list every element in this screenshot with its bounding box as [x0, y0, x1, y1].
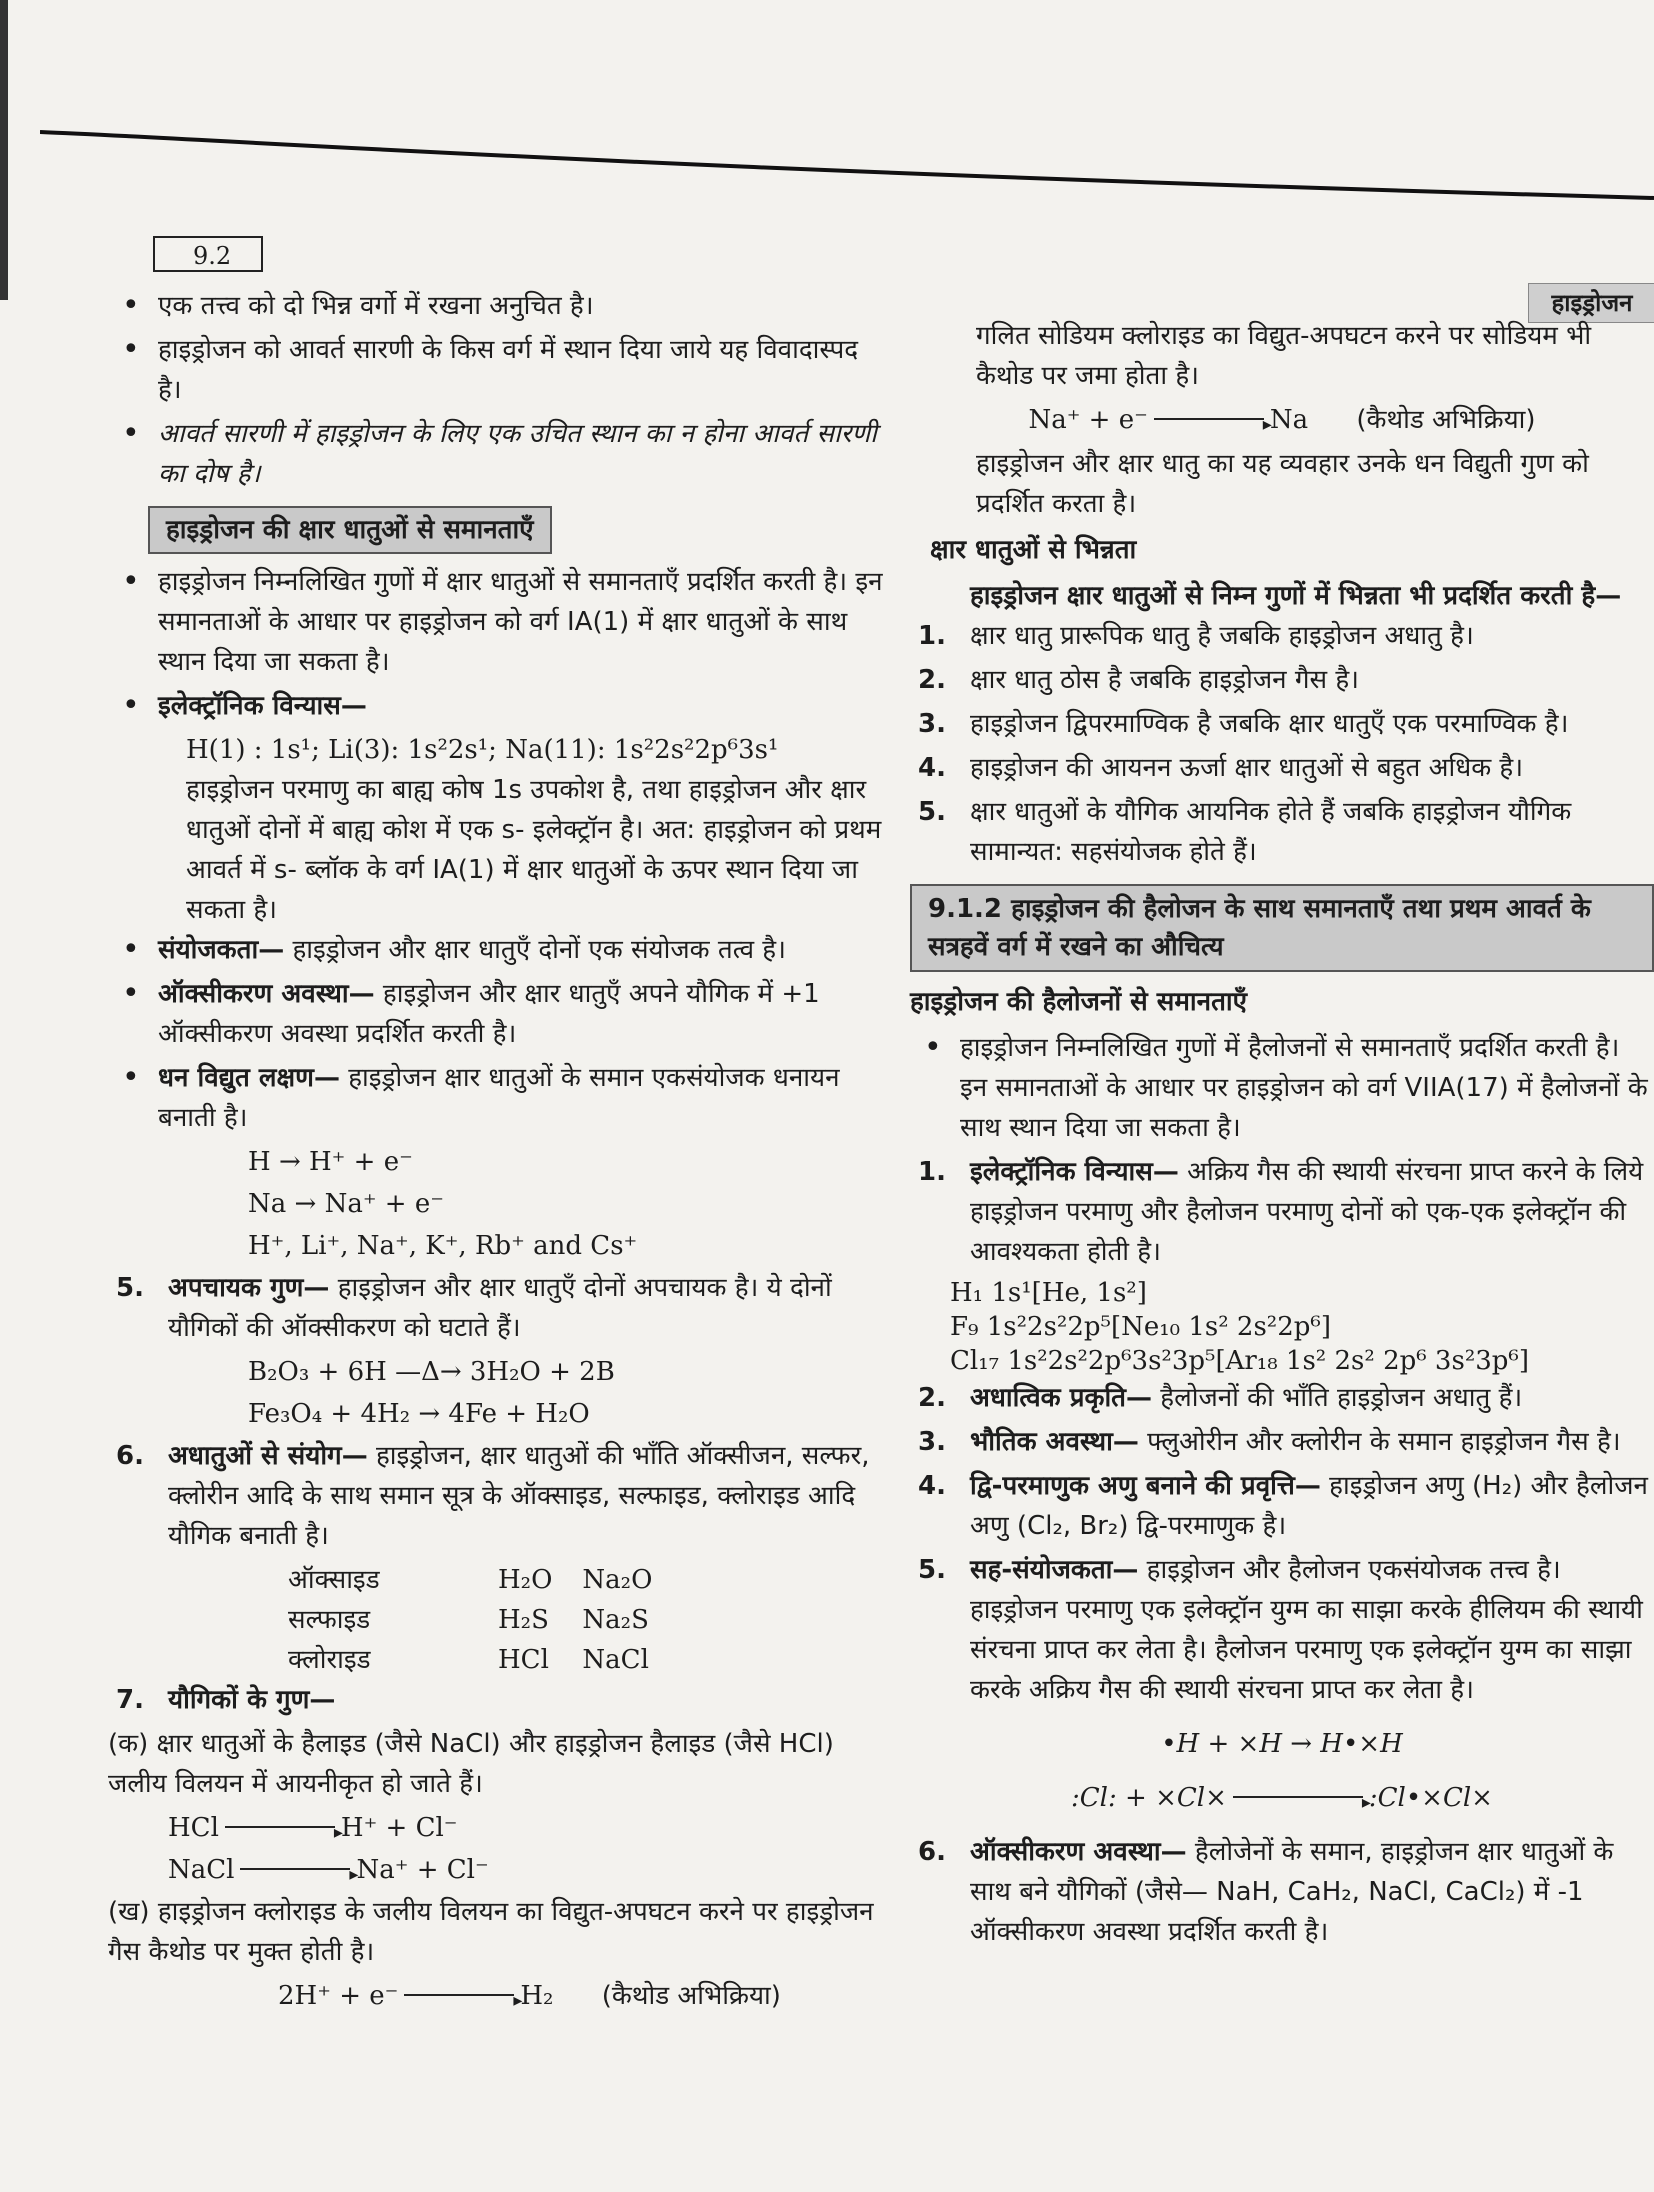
- config-line: F₉ 1s²2s²2p⁵[Ne₁₀ 1s² 2s²2p⁶]: [950, 1312, 1331, 1342]
- table-cell: NaCl: [582, 1645, 649, 1675]
- valency-item: [108, 930, 888, 970]
- chapter-tag: हाइड्रोजन: [1528, 283, 1654, 323]
- table-cell: सल्फाइड: [288, 1605, 371, 1635]
- item-text: हाइड्रोजन की आयनन ऊर्जा क्षार धातुओं से बहुत अधिक है।: [970, 753, 1524, 783]
- equation: Fe₃O₄ + 4H₂ → 4Fe + H₂O: [248, 1399, 590, 1429]
- equation: B₂O₃ + 6H —Δ→ 3H₂O + 2B: [248, 1357, 615, 1387]
- item-number: 5.: [918, 1555, 946, 1585]
- config-line: H₁ 1s¹[He, 1s²]: [950, 1278, 1147, 1308]
- eq-rhs: :Cl•×Cl×: [1368, 1783, 1493, 1813]
- config-text: हाइड्रोजन परमाणु का बाह्य कोष 1s उपकोश है, तथा हाइड्रोजन और क्षार धातुओं दोनों में बाह्य कोश में एक s- इलेक्ट्रॉन है। अत: हाइड्रोजन को प्रथम आवर्त में s- ब्लॉक के वर्ग IA(1) में क्षार धातुओं के ऊपर स्थान दिया जा सकता है।: [186, 775, 882, 925]
- property-kha: (ख) हाइड्रोजन क्लोराइड के जलीय विलयन का विद्युत-अपघटन करने पर हाइड्रोजन गैस कैथोड पर मुक्त होती है।: [108, 1897, 874, 1967]
- item-number: 4.: [918, 1471, 946, 1501]
- behaviour-text: हाइड्रोजन और क्षार धातु का यह व्यवहार उनके धन विद्युती गुण को प्रदर्शित करता है।: [976, 449, 1589, 519]
- left-column: [108, 286, 888, 2018]
- eq-rhs: H⁺ + Cl⁻: [340, 1813, 458, 1843]
- table-cell: H₂S: [498, 1605, 549, 1635]
- section-title-halogen: 9.1.2 हाइड्रोजन की हैलोजन के साथ समानताएँ तथा प्रथम आवर्त के सत्रहवें वर्ग में रखने का औचित्य: [910, 884, 1654, 972]
- eq-rhs: H₂: [520, 1981, 554, 2011]
- equation: Na → Na⁺ + e⁻: [248, 1189, 444, 1219]
- item-text: अक्रिय गैस की स्थायी संरचना प्राप्त करने के लिये हाइड्रोजन परमाणु और हैलोजन परमाणु दोनों को एक-एक इलेक्ट्रॉन की आवश्यकता होती है।: [970, 1157, 1644, 1267]
- item-text: फ्लुओरीन और क्लोरीन के समान हाइड्रोजन गैस है।: [1147, 1427, 1621, 1457]
- item-heading: संयोजकता—: [158, 935, 285, 965]
- item-text: हैलोजेनों के समान, हाइड्रोजन क्षार धातुओं के साथ बने यौगिकों (जैसे— NaH, CaH₂, NaCl, CaCl₂) में -1 ऑक्सीकरण अवस्था प्रदर्शित करती है।: [970, 1837, 1614, 1947]
- item-text: क्षार धातु प्रारूपिक धातु है जबकि हाइड्रोजन अधातु है।: [970, 621, 1474, 651]
- list-item: 2. क्षार धातु ठोस है जबकि हाइड्रोजन गैस है।: [918, 665, 1360, 695]
- continuation-text: गलित सोडियम क्लोराइड का विद्युत-अपघटन करने पर सोडियम भी कैथोड पर जमा होता है।: [976, 321, 1592, 391]
- halogen-heading: हाइड्रोजन की हैलोजनों से समानताएँ: [910, 987, 1248, 1017]
- section-intro: • हाइड्रोजन निम्नलिखित गुणों में क्षार धातुओं से समानताएँ प्रदर्शित करती है। इन समानताओं के आधार पर हाइड्रोजन को वर्ग IA(1) में क्षार धातुओं के साथ स्थान दिया जा सकता है।: [108, 562, 888, 682]
- eq-note: (कैथोड अभिक्रिया): [601, 1981, 781, 2011]
- eq-lhs: Na⁺ + e⁻: [1028, 405, 1148, 435]
- item-number: 5.: [116, 1273, 144, 1303]
- arrow-icon: [1154, 418, 1264, 420]
- item-number: 7.: [116, 1685, 144, 1715]
- item-text: क्षार धातु ठोस है जबकि हाइड्रोजन गैस है।: [970, 665, 1360, 695]
- eq-lhs: NaCl: [168, 1855, 235, 1885]
- differences-heading: क्षार धातुओं से भिन्नता: [930, 535, 1137, 565]
- electropositive-item: [108, 1058, 888, 1138]
- electronic-config-item: [108, 686, 888, 726]
- item-text: हाइड्रोजन द्विपरमाण्विक है जबकि क्षार धातुएँ एक परमाण्विक है।: [970, 709, 1569, 739]
- table-cell: Na₂S: [582, 1605, 649, 1635]
- item-text: हाइड्रोजन, क्षार धातुओं की भाँति ऑक्सीजन, सल्फर, क्लोरीन आदि के साथ समान सूत्र के ऑक्साइड, सल्फाइड, क्लोराइड आदि यौगिक बनाती है।: [168, 1441, 870, 1551]
- item-heading: द्वि-परमाणुक अणु बनाने की प्रवृत्ति—: [970, 1471, 1321, 1501]
- right-column: [910, 316, 1654, 1956]
- item-heading: ऑक्सीकरण अवस्था—: [158, 979, 375, 1009]
- table-row: [288, 1600, 682, 1640]
- reducing-item: [108, 1268, 888, 1348]
- top-rule: [40, 130, 1654, 200]
- arrow-icon: [240, 1868, 350, 1870]
- item-number: 6.: [116, 1441, 144, 1471]
- item-heading: धन विद्युत लक्षण—: [158, 1063, 340, 1093]
- properties-item: [108, 1680, 888, 1720]
- list-item: 4. हाइड्रोजन की आयनन ऊर्जा क्षार धातुओं से बहुत अधिक है।: [918, 753, 1524, 783]
- item-heading: इलेक्ट्रॉनिक विन्यास—: [970, 1157, 1179, 1187]
- equation-h2: [108, 1976, 888, 2016]
- item-text: हाइड्रोजन और क्षार धातुएँ अपने यौगिक में +1 ऑक्सीकरण अवस्था प्रदर्शित करती है।: [158, 979, 820, 1049]
- halogen-item: [910, 1832, 1654, 1952]
- config-line: Cl₁₇ 1s²2s²2p⁶3s²3p⁵[Ar₁₈ 1s² 2s² 2p⁶ 3s²3p⁶]: [950, 1346, 1529, 1376]
- item-heading: भौतिक अवस्था—: [970, 1427, 1139, 1457]
- page-number: 9.2: [153, 236, 263, 272]
- equation: H⁺, Li⁺, Na⁺, K⁺, Rb⁺ and Cs⁺: [248, 1231, 638, 1261]
- equation-nacl: [108, 1850, 888, 1890]
- equation-na: [910, 400, 1654, 440]
- item-text: हाइड्रोजन क्षार धातुओं के समान एकसंयोजक धनायन बनाती है।: [158, 1063, 840, 1133]
- arrow-icon: [404, 1994, 514, 1996]
- eq-rhs: Na: [1269, 405, 1309, 435]
- halogen-item: [910, 1466, 1654, 1546]
- list-item: 1. क्षार धातु प्रारूपिक धातु है जबकि हाइड्रोजन अधातु है।: [918, 621, 1474, 651]
- table-row: [288, 1560, 682, 1600]
- halogen-item: [910, 1550, 1654, 1710]
- item-text: हैलोजनों की भाँति हाइड्रोजन अधातु हैं।: [1160, 1383, 1523, 1413]
- item-number: 3.: [918, 1427, 946, 1457]
- page-edge: [0, 0, 8, 300]
- item-number: 2.: [918, 1383, 946, 1413]
- nonmetal-item: [108, 1436, 888, 1556]
- eq-lhs: HCl: [168, 1813, 219, 1843]
- halogen-item: [910, 1378, 1654, 1418]
- halogen-intro: • हाइड्रोजन निम्नलिखित गुणों में हैलोजनों से समानताएँ प्रदर्शित करती है। इन समानताओं के आधार पर हाइड्रोजन को वर्ग VIIA(17) में हैलोजनों के साथ स्थान दिया जा सकता है।: [910, 1028, 1654, 1148]
- equation: H → H⁺ + e⁻: [248, 1147, 413, 1177]
- halogen-item: [910, 1152, 1654, 1272]
- item-heading: ऑक्सीकरण अवस्था—: [970, 1837, 1187, 1867]
- intro-bullet: • आवर्त सारणी में हाइड्रोजन के लिए एक उचित स्थान का न होना आवर्त सारणी का दोष है।: [108, 414, 888, 494]
- intro-bullet: • हाइड्रोजन को आवर्त सारणी के किस वर्ग में स्थान दिया जाये यह विवादास्पद है।: [108, 330, 888, 410]
- table-cell: H₂O: [498, 1565, 553, 1595]
- table-cell: क्लोराइड: [288, 1645, 371, 1675]
- arrow-icon: [1233, 1796, 1363, 1798]
- lewis-cl2: [910, 1778, 1654, 1818]
- eq-lhs: 2H⁺ + e⁻: [278, 1981, 399, 2011]
- table-cell: HCl: [498, 1645, 549, 1675]
- oxidation-item: [108, 974, 888, 1054]
- lewis-h2: •H + ×H → H•×H: [1161, 1729, 1403, 1759]
- list-item: 5. क्षार धातुओं के यौगिक आयनिक होते हैं जबकि हाइड्रोजन यौगिक सामान्यत: सहसंयोजक होते हैं।: [918, 797, 1572, 867]
- table-cell: ऑक्साइड: [288, 1565, 380, 1595]
- equation-hcl: [108, 1808, 888, 1848]
- eq-lhs: :Cl: + ×Cl×: [1071, 1783, 1227, 1813]
- arrow-icon: [225, 1826, 335, 1828]
- list-item: 3. हाइड्रोजन द्विपरमाण्विक है जबकि क्षार धातुएँ एक परमाण्विक है।: [918, 709, 1569, 739]
- section-title-alkali: हाइड्रोजन की क्षार धातुओं से समानताएँ: [148, 506, 552, 554]
- item-text: हाइड्रोजन और हैलोजन एकसंयोजक तत्त्व है। हाइड्रोजन परमाणु एक इलेक्ट्रॉन युग्म का साझा करके हीलियम की स्थायी संरचना प्राप्त कर लेता है। हैलोजन परमाणु एक इलेक्ट्रॉन युग्म का साझा करके अक्रिय गैस की स्थायी संरचना प्राप्त कर लेता है।: [970, 1555, 1643, 1705]
- item-text: हाइड्रोजन अणु (H₂) और हैलोजन अणु (Cl₂, Br₂) द्वि-परमाणुक है।: [970, 1471, 1648, 1541]
- item-number: 6.: [918, 1837, 946, 1867]
- config-block: [910, 1276, 1654, 1378]
- property-ka: (क) क्षार धातुओं के हैलाइड (जैसे NaCl) और हाइड्रोजन हैलाइड (जैसे HCl) जलीय विलयन में आयनीकृत हो जाते हैं।: [108, 1729, 834, 1799]
- eq-rhs: Na⁺ + Cl⁻: [356, 1855, 489, 1885]
- item-text: हाइड्रोजन और क्षार धातुएँ दोनों अपचायक है। ये दोनों यौगिकों की ऑक्सीकरण को घटाते हैं।: [168, 1273, 832, 1343]
- item-number: 1.: [918, 1157, 946, 1187]
- config-line: H(1) : 1s¹; Li(3): 1s²2s¹; Na(11): 1s²2s²2p⁶3s¹: [186, 735, 779, 765]
- item-heading: अधातुओं से संयोग—: [168, 1441, 368, 1471]
- table-cell: Na₂O: [582, 1565, 653, 1595]
- eq-note: (कैथोड अभिक्रिया): [1356, 405, 1536, 435]
- item-heading: सह-संयोजकता—: [970, 1555, 1139, 1585]
- item-heading: अधात्विक प्रकृति—: [970, 1383, 1153, 1413]
- halogen-item: [910, 1422, 1654, 1462]
- item-heading: यौगिकों के गुण—: [168, 1685, 336, 1715]
- item-heading: अपचायक गुण—: [168, 1273, 330, 1303]
- item-text: हाइड्रोजन और क्षार धातुएँ दोनों एक संयोजक तत्व है।: [292, 935, 786, 965]
- table-row: [288, 1640, 682, 1680]
- differences-intro: हाइड्रोजन क्षार धातुओं से निम्न गुणों में भिन्नता भी प्रदर्शित करती है—: [970, 581, 1622, 611]
- intro-bullet: • एक तत्त्व को दो भिन्न वर्गो में रखना अनुचित है।: [108, 286, 888, 326]
- item-heading: इलेक्ट्रॉनिक विन्यास—: [158, 691, 367, 721]
- item-text: क्षार धातुओं के यौगिक आयनिक होते हैं जबकि हाइड्रोजन यौगिक सामान्यत: सहसंयोजक होते हैं।: [970, 797, 1572, 867]
- compounds-table: [288, 1560, 682, 1680]
